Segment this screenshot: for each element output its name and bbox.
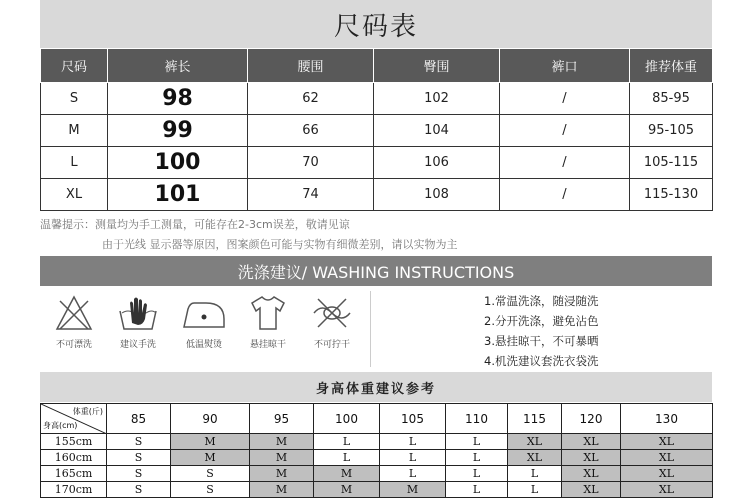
weight-header: 130 (621, 404, 713, 434)
cell-size: L (41, 147, 108, 179)
hang-dry-label: 悬挂晾干 (249, 340, 286, 350)
cell-leg-opening: / (500, 115, 630, 147)
weight-header: 95 (250, 404, 314, 434)
size-cell: S (171, 466, 250, 482)
size-cell: M (250, 482, 314, 498)
table-row (41, 179, 713, 211)
weight-header-row (41, 404, 713, 434)
color-note: 由于光线 显示器等原因，图案颜色可能与实物有细微差别，请以实物为主 (102, 238, 458, 251)
weight-axis-label: 体重(斤) (72, 407, 103, 416)
cell-leg-opening: / (500, 179, 630, 211)
size-table-header (41, 49, 713, 83)
size-cell: XL (621, 450, 713, 466)
weight-header: 115 (508, 404, 562, 434)
size-cell: L (508, 482, 562, 498)
height-axis-label: 身高(cm) (43, 421, 78, 430)
table-row (41, 83, 713, 115)
hang-dry-icon (248, 293, 288, 333)
cell-hip: 104 (374, 115, 500, 147)
size-chart-title: 尺码表 (40, 0, 712, 48)
cell-hip: 106 (374, 147, 500, 179)
size-cell: L (380, 450, 446, 466)
tip-item: 1.常温洗涤，随浸随洗 (484, 294, 599, 308)
size-cell: M (171, 450, 250, 466)
cell-leg-opening: / (500, 83, 630, 115)
size-cell: L (314, 450, 380, 466)
cell-hip: 102 (374, 83, 500, 115)
size-cell: XL (562, 466, 621, 482)
size-cell: S (107, 450, 171, 466)
size-cell: XL (621, 434, 713, 450)
weight-header: 105 (380, 404, 446, 434)
size-cell: M (171, 434, 250, 450)
divider (370, 291, 371, 367)
tip-item: 3.悬挂晾干，不可暴晒 (484, 334, 599, 348)
hand-wash-item (108, 293, 168, 350)
cell-weight: 115-130 (630, 179, 713, 211)
cell-waist: 74 (248, 179, 374, 211)
weight-header: 90 (171, 404, 250, 434)
cell-hip: 108 (374, 179, 500, 211)
washing-section (40, 287, 712, 371)
washing-title: 洗涤建议/ WASHING INSTRUCTIONS (40, 256, 712, 286)
hand-wash-icon (116, 293, 160, 333)
reference-title: 身高体重建议参考 (40, 372, 712, 402)
cell-waist: 70 (248, 147, 374, 179)
corner-cell (41, 404, 107, 434)
cell-leg-opening: / (500, 147, 630, 179)
size-cell: L (446, 450, 508, 466)
table-row (41, 466, 713, 482)
size-table (40, 48, 713, 211)
size-cell: L (446, 434, 508, 450)
weight-header: 120 (562, 404, 621, 434)
weight-header: 85 (107, 404, 171, 434)
header-leg-opening: 裤口 (500, 49, 630, 83)
size-cell: M (250, 466, 314, 482)
cell-waist: 62 (248, 83, 374, 115)
weight-header: 110 (446, 404, 508, 434)
low-iron-item (174, 293, 234, 350)
table-row (41, 115, 713, 147)
height-weight-table (40, 403, 713, 498)
size-cell: XL (508, 450, 562, 466)
low-iron-label: 低温熨烫 (185, 340, 222, 350)
header-size: 尺码 (41, 49, 108, 83)
size-cell: M (314, 466, 380, 482)
size-cell: XL (621, 482, 713, 498)
no-wring-icon (310, 293, 354, 333)
no-bleach-item (44, 293, 104, 350)
cell-weight: 95-105 (630, 115, 713, 147)
table-row (41, 482, 713, 498)
no-wring-label: 不可拧干 (313, 340, 350, 350)
header-waist: 腰围 (248, 49, 374, 83)
cell-size: XL (41, 179, 108, 211)
no-bleach-label: 不可漂洗 (55, 340, 92, 350)
weight-header: 100 (314, 404, 380, 434)
header-pants-length: 裤长 (108, 49, 248, 83)
hand-wash-label: 建议手洗 (119, 340, 156, 350)
table-row (41, 434, 713, 450)
table-row (41, 147, 713, 179)
no-bleach-icon (54, 293, 94, 333)
header-recommended-weight: 推荐体重 (630, 49, 713, 83)
tip-item: 4.机洗建议套洗衣袋洗 (484, 354, 599, 368)
size-cell: S (107, 482, 171, 498)
size-cell: M (380, 482, 446, 498)
header-hip: 臀围 (374, 49, 500, 83)
cell-size: S (41, 83, 108, 115)
height-cell: 160cm (41, 450, 107, 466)
cell-pants-length: 100 (108, 147, 248, 179)
measurement-note: 温馨提示：测量均为手工测量，可能存在2-3cm误差，敬请见谅 (40, 218, 350, 231)
cell-waist: 66 (248, 115, 374, 147)
cell-pants-length: 99 (108, 115, 248, 147)
size-cell: XL (562, 482, 621, 498)
size-cell: L (508, 466, 562, 482)
height-cell: 165cm (41, 466, 107, 482)
size-cell: S (171, 482, 250, 498)
size-cell: L (446, 466, 508, 482)
size-cell: XL (621, 466, 713, 482)
size-cell: M (250, 450, 314, 466)
washing-tips (484, 291, 598, 371)
size-cell: XL (562, 434, 621, 450)
size-cell: M (314, 482, 380, 498)
cell-size: M (41, 115, 108, 147)
height-cell: 155cm (41, 434, 107, 450)
cell-weight: 85-95 (630, 83, 713, 115)
size-cell: S (107, 466, 171, 482)
size-cell: M (250, 434, 314, 450)
size-cell: S (107, 434, 171, 450)
size-cell: L (446, 482, 508, 498)
low-iron-icon (180, 293, 228, 333)
size-cell: L (380, 434, 446, 450)
size-cell: XL (508, 434, 562, 450)
cell-pants-length: 98 (108, 83, 248, 115)
table-row (41, 450, 713, 466)
no-wring-item (302, 293, 362, 350)
cell-weight: 105-115 (630, 147, 713, 179)
height-cell: 170cm (41, 482, 107, 498)
size-cell: L (380, 466, 446, 482)
size-cell: XL (562, 450, 621, 466)
size-cell: L (314, 434, 380, 450)
hang-dry-item (238, 293, 298, 350)
tip-item: 2.分开洗涤，避免沾色 (484, 314, 599, 328)
cell-pants-length: 101 (108, 179, 248, 211)
